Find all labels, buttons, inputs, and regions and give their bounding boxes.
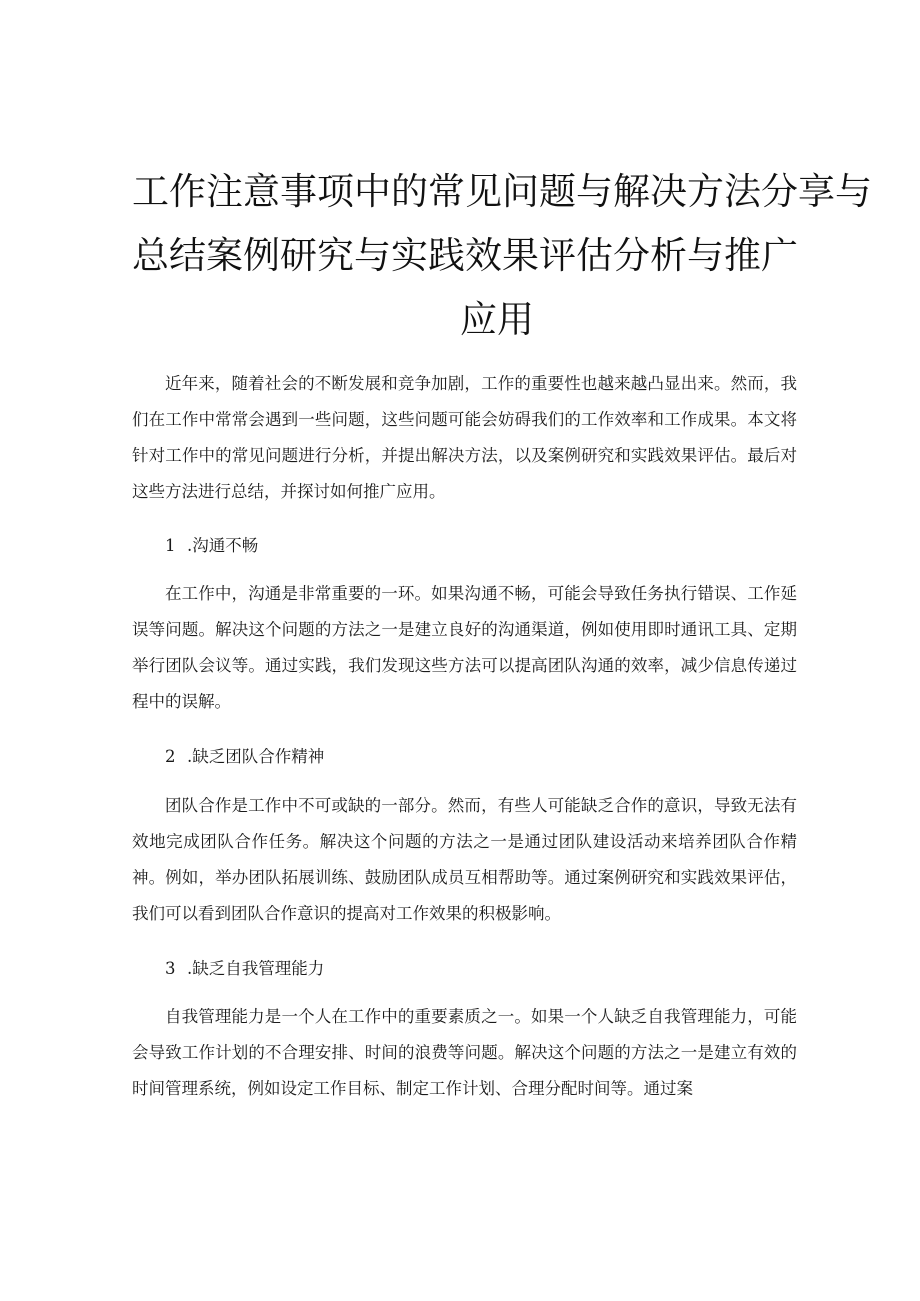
intro-paragraph: 近年来，随着社会的不断发展和竞争加剧，工作的重要性也越来越凸显出来。然而，我们在工作中常常会遇到一些问题，这些问题可能会妨碍我们的工作效率和工作成果。本文将针对工作中的常见问题进行分析，并提出解决方法，以及案例研究和实践效果评估。最后对这些方法进行总结，并探讨如何推广应用。: [132, 374, 797, 501]
title-line-3: 应用: [460, 298, 534, 341]
section-number: 1: [165, 536, 176, 555]
section-heading-2: [165, 739, 324, 775]
title-line-1: 工作注意事项中的常见问题与解决方法分享与: [132, 170, 872, 213]
section-heading-3: [165, 951, 324, 987]
section-title: .缺乏团队合作精神: [187, 747, 325, 766]
document-title: [132, 160, 872, 352]
title-line-2: 总结案例研究与实践效果评估分析与推广: [132, 234, 798, 277]
section-paragraph-1: 在工作中，沟通是非常重要的一环。如果沟通不畅，可能会导致任务执行错误、工作延误等问题。解决这个问题的方法之一是建立良好的沟通渠道，例如使用即时通讯工具、定期举行团队会议等。通过实践，我们发现这些方法可以提高团队沟通的效率，减少信息传递过程中的误解。: [132, 584, 797, 711]
section-number: 2: [165, 747, 176, 766]
section-paragraph-2: 团队合作是工作中不可或缺的一部分。然而，有些人可能缺乏合作的意识，导致无法有效地完成团队合作任务。解决这个问题的方法之一是通过团队建设活动来培养团队合作精神。例如，举办团队拓展训练、鼓励团队成员互相帮助等。通过案例研究和实践效果评估，我们可以看到团队合作意识的提高对工作效果的积极影响。: [132, 796, 797, 923]
section-title: .缺乏自我管理能力: [187, 959, 325, 978]
section-number: 3: [165, 959, 176, 978]
section-paragraph-3: 自我管理能力是一个人在工作中的重要素质之一。如果一个人缺乏自我管理能力，可能会导致工作计划的不合理安排、时间的浪费等问题。解决这个问题的方法之一是建立有效的时间管理系统，例如设定工作目标、制定工作计划、合理分配时间等。通过案: [132, 1007, 797, 1098]
section-heading-1: [165, 528, 258, 564]
section-title: .沟通不畅: [187, 536, 259, 555]
